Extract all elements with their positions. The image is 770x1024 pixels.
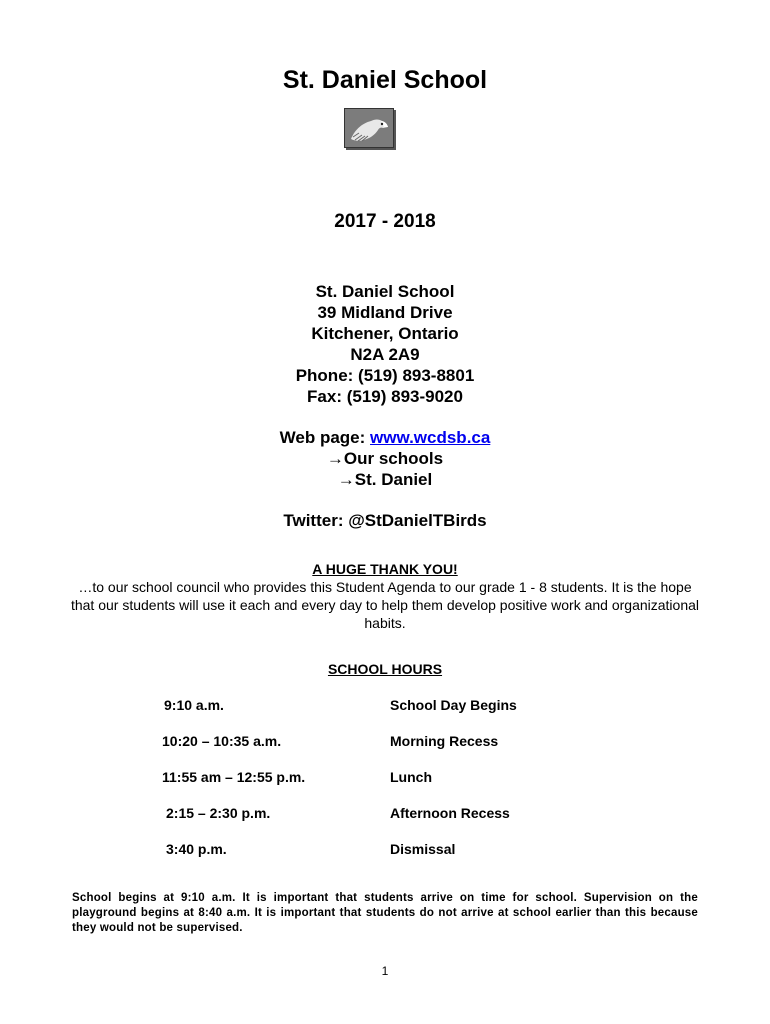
web-block — [0, 427, 770, 490]
hours-desc: School Day Begins — [390, 697, 517, 713]
twitter-handle: Twitter: @StDanielTBirds — [283, 511, 487, 530]
hours-desc: Dismissal — [390, 841, 456, 857]
eagle-logo-icon — [344, 108, 394, 148]
nav-st-daniel: →St. Daniel — [337, 470, 433, 489]
school-year: 2017 - 2018 — [334, 211, 436, 232]
city-province: Kitchener, Ontario — [311, 324, 459, 343]
street-address: 39 Midland Drive — [317, 303, 453, 322]
fax-number: Fax: (519) 893-9020 — [307, 387, 463, 406]
hours-time: 10:20 – 10:35 a.m. — [162, 733, 282, 749]
phone-number: Phone: (519) 893-8801 — [295, 366, 475, 385]
hours-desc: Lunch — [390, 769, 432, 785]
address-block — [0, 281, 770, 407]
nav-our-schools: →Our schools — [326, 449, 444, 468]
hours-time: 9:10 a.m. — [164, 697, 224, 713]
postal-code: N2A 2A9 — [350, 345, 420, 364]
school-name: St. Daniel School — [315, 282, 455, 301]
hours-time: 2:15 – 2:30 p.m. — [166, 805, 271, 821]
page-number: 1 — [381, 964, 389, 978]
thanks-heading: A HUGE THANK YOU! — [312, 561, 458, 577]
hours-desc: Afternoon Recess — [390, 805, 510, 821]
hours-desc: Morning Recess — [390, 733, 499, 749]
hours-time: 11:55 am – 12:55 p.m. — [162, 769, 306, 785]
page-title: St. Daniel School — [282, 66, 488, 94]
hours-heading: SCHOOL HOURS — [327, 661, 443, 677]
thanks-body: …to our school council who provides this Student Agenda to our grade 1 - 8 students. It is the hope that our students will use it each and every day to help them develop positive work and organizational habits. — [70, 579, 700, 631]
hours-time: 3:40 p.m. — [166, 841, 227, 857]
arrival-note: School begins at 9:10 a.m. It is important that students arrive on time for school. Supervision on the playground begins at 8:40 a.m. It is important that students do not arrive at school earlier than this because they would not be supervised. — [72, 892, 698, 934]
web-link[interactable]: www.wcdsb.ca — [370, 428, 491, 447]
web-label: Web page: — [279, 428, 366, 447]
